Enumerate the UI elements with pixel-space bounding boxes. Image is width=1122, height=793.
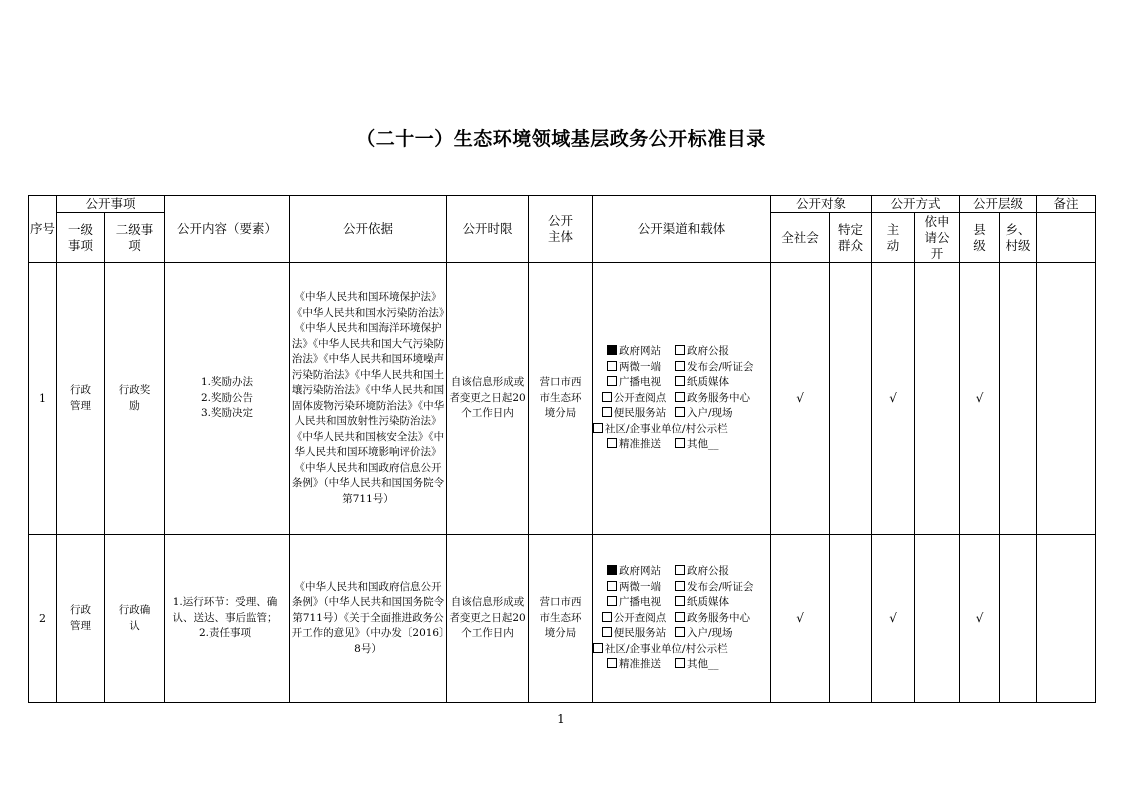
row-content [165,263,290,535]
content-item: 1.奖励办法 [201,376,254,389]
header-subject: 公开主体 [529,196,593,263]
channel-option [593,344,675,360]
row-specific-group [830,263,872,535]
channel-option [675,564,729,580]
channel-option [593,437,675,453]
channel-line [593,391,770,407]
page-title: （二十一）生态环境领域基层政务公开标准目录 [356,128,766,150]
channel-label: 社区/企事业单位/村公示栏 [605,422,728,435]
channel-label: 纸质媒体 [687,376,730,389]
content-item: 2.奖励公告 [201,391,254,404]
content-item: 1.运行环节：受理、确认、送达、事后监管； [172,596,278,624]
channel-line [593,344,770,360]
empty-box-icon [602,612,612,622]
header-seq: 序号 [29,196,57,263]
channel-label: 其他__ [687,438,719,451]
channel-label: 公开查阅点 [613,611,667,624]
channel-line [593,437,770,453]
channel-label: 发布会/听证会 [687,580,754,593]
channel-label: 广播电视 [619,376,662,389]
channel-label: 政务服务中心 [687,391,751,404]
checked-box-icon [607,565,617,575]
empty-box-icon [675,361,685,371]
channel-option [675,406,733,422]
empty-box-icon [675,345,685,355]
channel-line [593,626,770,642]
channel-line [593,657,770,673]
channel-option [593,564,675,580]
channel-label: 公开查阅点 [613,391,667,404]
channel-option [593,391,675,407]
header-active: 主动 [872,213,915,263]
channel-line [593,642,770,658]
channel-label: 社区/企事业单位/村公示栏 [605,642,728,655]
channel-option [675,344,729,360]
header-time-limit: 公开时限 [447,196,529,263]
empty-box-icon [607,658,617,668]
row-basis: 《中华人民共和国政府信息公开条例》（中华人民共和国国务院令第711号）《关于全面推进政务公开工作的意见》（中办发〔2016〕8号） [290,535,447,703]
row-township [1000,535,1037,703]
row-on-request [915,263,960,535]
channel-line [593,375,770,391]
channel-option [593,657,675,673]
row-county: √ [960,263,1000,535]
empty-box-icon [607,376,617,386]
channel-label: 入户/现场 [687,627,733,640]
header-whole-society: 全社会 [771,213,830,263]
table-row [29,535,1096,703]
empty-box-icon [607,438,617,448]
row-level1: 行政管理 [57,263,105,535]
row-time-limit: 自该信息形成或者变更之日起20个工作日内 [447,263,529,535]
channel-label: 两微一端 [619,580,662,593]
row-content [165,535,290,703]
channel-label: 政府网站 [619,345,662,358]
channel-label: 精准推送 [619,658,662,671]
row-remarks [1037,263,1096,535]
checked-box-icon [607,345,617,355]
channel-label: 广播电视 [619,596,662,609]
channel-option [675,437,719,453]
empty-box-icon [593,643,603,653]
row-active: √ [872,263,915,535]
channel-line [593,406,770,422]
row-remarks [1037,535,1096,703]
empty-box-icon [593,423,603,433]
empty-box-icon [675,581,685,591]
channel-label: 政府公报 [687,345,730,358]
channel-label: 便民服务站 [613,627,667,640]
row-seq: 2 [29,535,57,703]
row-whole-society: √ [771,535,830,703]
empty-box-icon [675,438,685,448]
channel-option [675,611,750,627]
channel-option [675,360,754,376]
channel-option [593,580,675,596]
header-level2: 二级事项 [105,213,165,263]
content-item: 2.责任事项 [199,627,252,640]
content-item: 3.奖励决定 [201,407,254,420]
empty-box-icon [675,392,685,402]
row-subject: 营口市西市生态环境分局 [529,263,593,535]
channel-option [593,642,728,658]
header-county: 县级 [960,213,1000,263]
channel-line [593,595,770,611]
channel-label: 纸质媒体 [687,596,730,609]
empty-box-icon [607,581,617,591]
header-matter-group: 公开事项 [57,196,165,213]
page-number: 1 [557,712,565,726]
row-on-request [915,535,960,703]
row-county: √ [960,535,1000,703]
header-row-top [29,196,1096,213]
row-time-limit: 自该信息形成或者变更之日起20个工作日内 [447,535,529,703]
channel-option [675,375,729,391]
channel-option [593,626,675,642]
row-specific-group [830,535,872,703]
channel-line [593,611,770,627]
empty-box-icon [675,627,685,637]
empty-box-icon [607,361,617,371]
row-basis: 《中华人民共和国环境保护法》《中华人民共和国水污染防治法》《中华人民共和国海洋环境保护法》《中华人民共和国大气污染防治法》《中华人民共和国环境噪声污染防治法》《中华人民共和国土壤污染防治法》《中华人民共和国固体废物污染环境防治法》《中华人民共和国放射性污染防治法》《中华人民共和国核安全法》《中华人民共和国环境影响评价法》《中华人民共和国政府信息公开条例》（中华人民共和国国务院令第711号） [290,263,447,535]
header-level1: 一级事项 [57,213,105,263]
channel-option [593,375,675,391]
channel-line [593,564,770,580]
empty-box-icon [602,407,612,417]
channel-option [675,657,719,673]
header-remarks-blank [1037,213,1096,263]
channel-option [675,626,733,642]
row-seq: 1 [29,263,57,535]
channel-label: 政府公报 [687,565,730,578]
channel-label: 政务服务中心 [687,611,751,624]
channel-label: 入户/现场 [687,407,733,420]
channel-option [593,611,675,627]
row-township [1000,263,1037,535]
channel-label: 便民服务站 [613,407,667,420]
empty-box-icon [607,596,617,606]
empty-box-icon [675,407,685,417]
channel-option [675,391,750,407]
row-channels [593,263,771,535]
channel-line [593,580,770,596]
empty-box-icon [675,658,685,668]
channel-label: 政府网站 [619,565,662,578]
header-township: 乡、村级 [1000,213,1037,263]
row-channels [593,535,771,703]
header-level-group: 公开层级 [960,196,1037,213]
row-level1: 行政管理 [57,535,105,703]
header-channel: 公开渠道和载体 [593,196,771,263]
channel-label: 其他__ [687,658,719,671]
empty-box-icon [602,392,612,402]
channel-label: 两微一端 [619,360,662,373]
channel-line [593,360,770,376]
catalog-table [28,195,1096,703]
channel-option [593,422,728,438]
row-active: √ [872,535,915,703]
empty-box-icon [675,612,685,622]
row-level2: 行政奖励 [105,263,165,535]
channel-option [675,580,754,596]
table-row [29,263,1096,535]
row-level2: 行政确认 [105,535,165,703]
channel-label: 精准推送 [619,438,662,451]
channel-option [593,406,675,422]
channel-option [593,360,675,376]
channel-option [593,595,675,611]
empty-box-icon [602,627,612,637]
header-specific-group: 特定群众 [830,213,872,263]
channel-line [593,422,770,438]
header-remarks: 备注 [1037,196,1096,213]
row-subject: 营口市西市生态环境分局 [529,535,593,703]
channel-label: 发布会/听证会 [687,360,754,373]
header-content: 公开内容（要素） [165,196,290,263]
empty-box-icon [675,596,685,606]
header-method-group: 公开方式 [872,196,960,213]
header-basis: 公开依据 [290,196,447,263]
header-on-request: 依申请公开 [915,213,960,263]
empty-box-icon [675,376,685,386]
row-whole-society: √ [771,263,830,535]
header-target-group: 公开对象 [771,196,872,213]
channel-option [675,595,729,611]
empty-box-icon [675,565,685,575]
